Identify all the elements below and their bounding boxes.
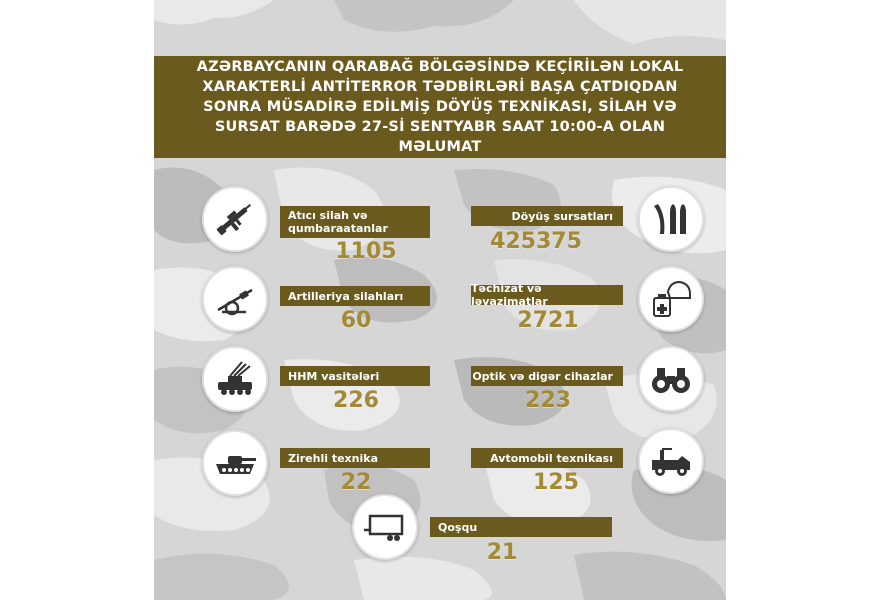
page-title: AZƏRBAYCANIN QARABAĞ BÖLGƏSİNDƏ KEÇİRİLƏN LOKAL XARAKTERLİ ANTİTERROR TƏDBİRLƏRİ BAŞA ÇATDIQDAN SONRA MÜSADİRƏ EDİLMİŞ DÖYÜŞ TEXNİKASI, SİLAH VƏ SURSAT BARƏDƏ 27-Sİ SENTYABR SAAT 10:00-A OLAN MƏLUMAT xyxy=(196,59,684,155)
label-equipment xyxy=(471,282,623,308)
value-equipment: 2721 xyxy=(517,308,579,333)
infographic-poster xyxy=(154,0,726,600)
label-ammunition xyxy=(471,206,623,226)
label-ammunition-text: Döyüş sursatları xyxy=(511,209,613,223)
value-air-defense: 226 xyxy=(333,388,379,413)
label-optics xyxy=(471,366,623,386)
label-artillery-text: Artilleriya silahları xyxy=(288,289,404,303)
air-defense-icon-circle xyxy=(202,346,268,412)
label-small-arms xyxy=(280,206,430,238)
value-artillery: 60 xyxy=(340,308,372,333)
military-vehicle-icon-circle xyxy=(638,428,704,494)
artillery-icon xyxy=(212,276,258,322)
binoculars-icon-circle xyxy=(638,346,704,412)
tank-icon xyxy=(212,440,258,486)
trailer-icon-circle xyxy=(352,494,418,560)
ammunition-icon-circle xyxy=(638,186,704,252)
tank-icon-circle xyxy=(202,430,268,496)
label-small-arms-text: Atıcı silah və qumbaraatanlar xyxy=(288,209,388,235)
header-banner xyxy=(154,56,726,158)
equipment-icon xyxy=(648,276,694,322)
label-air-defense xyxy=(280,366,430,386)
value-vehicles: 125 xyxy=(533,470,579,495)
value-small-arms: 1105 xyxy=(335,239,397,264)
label-vehicles-text: Avtomobil texnikası xyxy=(490,451,613,465)
value-armored: 22 xyxy=(340,470,372,495)
label-air-defense-text: HHM vasitələri xyxy=(288,369,380,383)
military-vehicle-icon xyxy=(648,438,694,484)
ammunition-icon xyxy=(648,196,694,242)
label-equipment-text: Təchizat və ləvazimatlar xyxy=(471,282,548,308)
binoculars-icon xyxy=(648,356,694,402)
equipment-icon-circle xyxy=(638,266,704,332)
label-artillery xyxy=(280,286,430,306)
label-optics-text: Optik və digər cihazlar xyxy=(472,369,613,383)
label-trailers-text: Qoşqu xyxy=(438,520,478,534)
air-defense-icon xyxy=(212,356,258,402)
trailer-icon xyxy=(362,504,408,550)
value-trailers: 21 xyxy=(486,540,518,565)
label-armored xyxy=(280,448,430,468)
rifle-icon xyxy=(212,196,258,242)
label-trailers xyxy=(430,517,612,537)
artillery-icon-circle xyxy=(202,266,268,332)
label-vehicles xyxy=(471,448,623,468)
label-armored-text: Zirehli texnika xyxy=(288,451,378,465)
rifle-icon-circle xyxy=(202,186,268,252)
value-optics: 223 xyxy=(525,388,571,413)
value-ammunition: 425375 xyxy=(490,229,582,254)
